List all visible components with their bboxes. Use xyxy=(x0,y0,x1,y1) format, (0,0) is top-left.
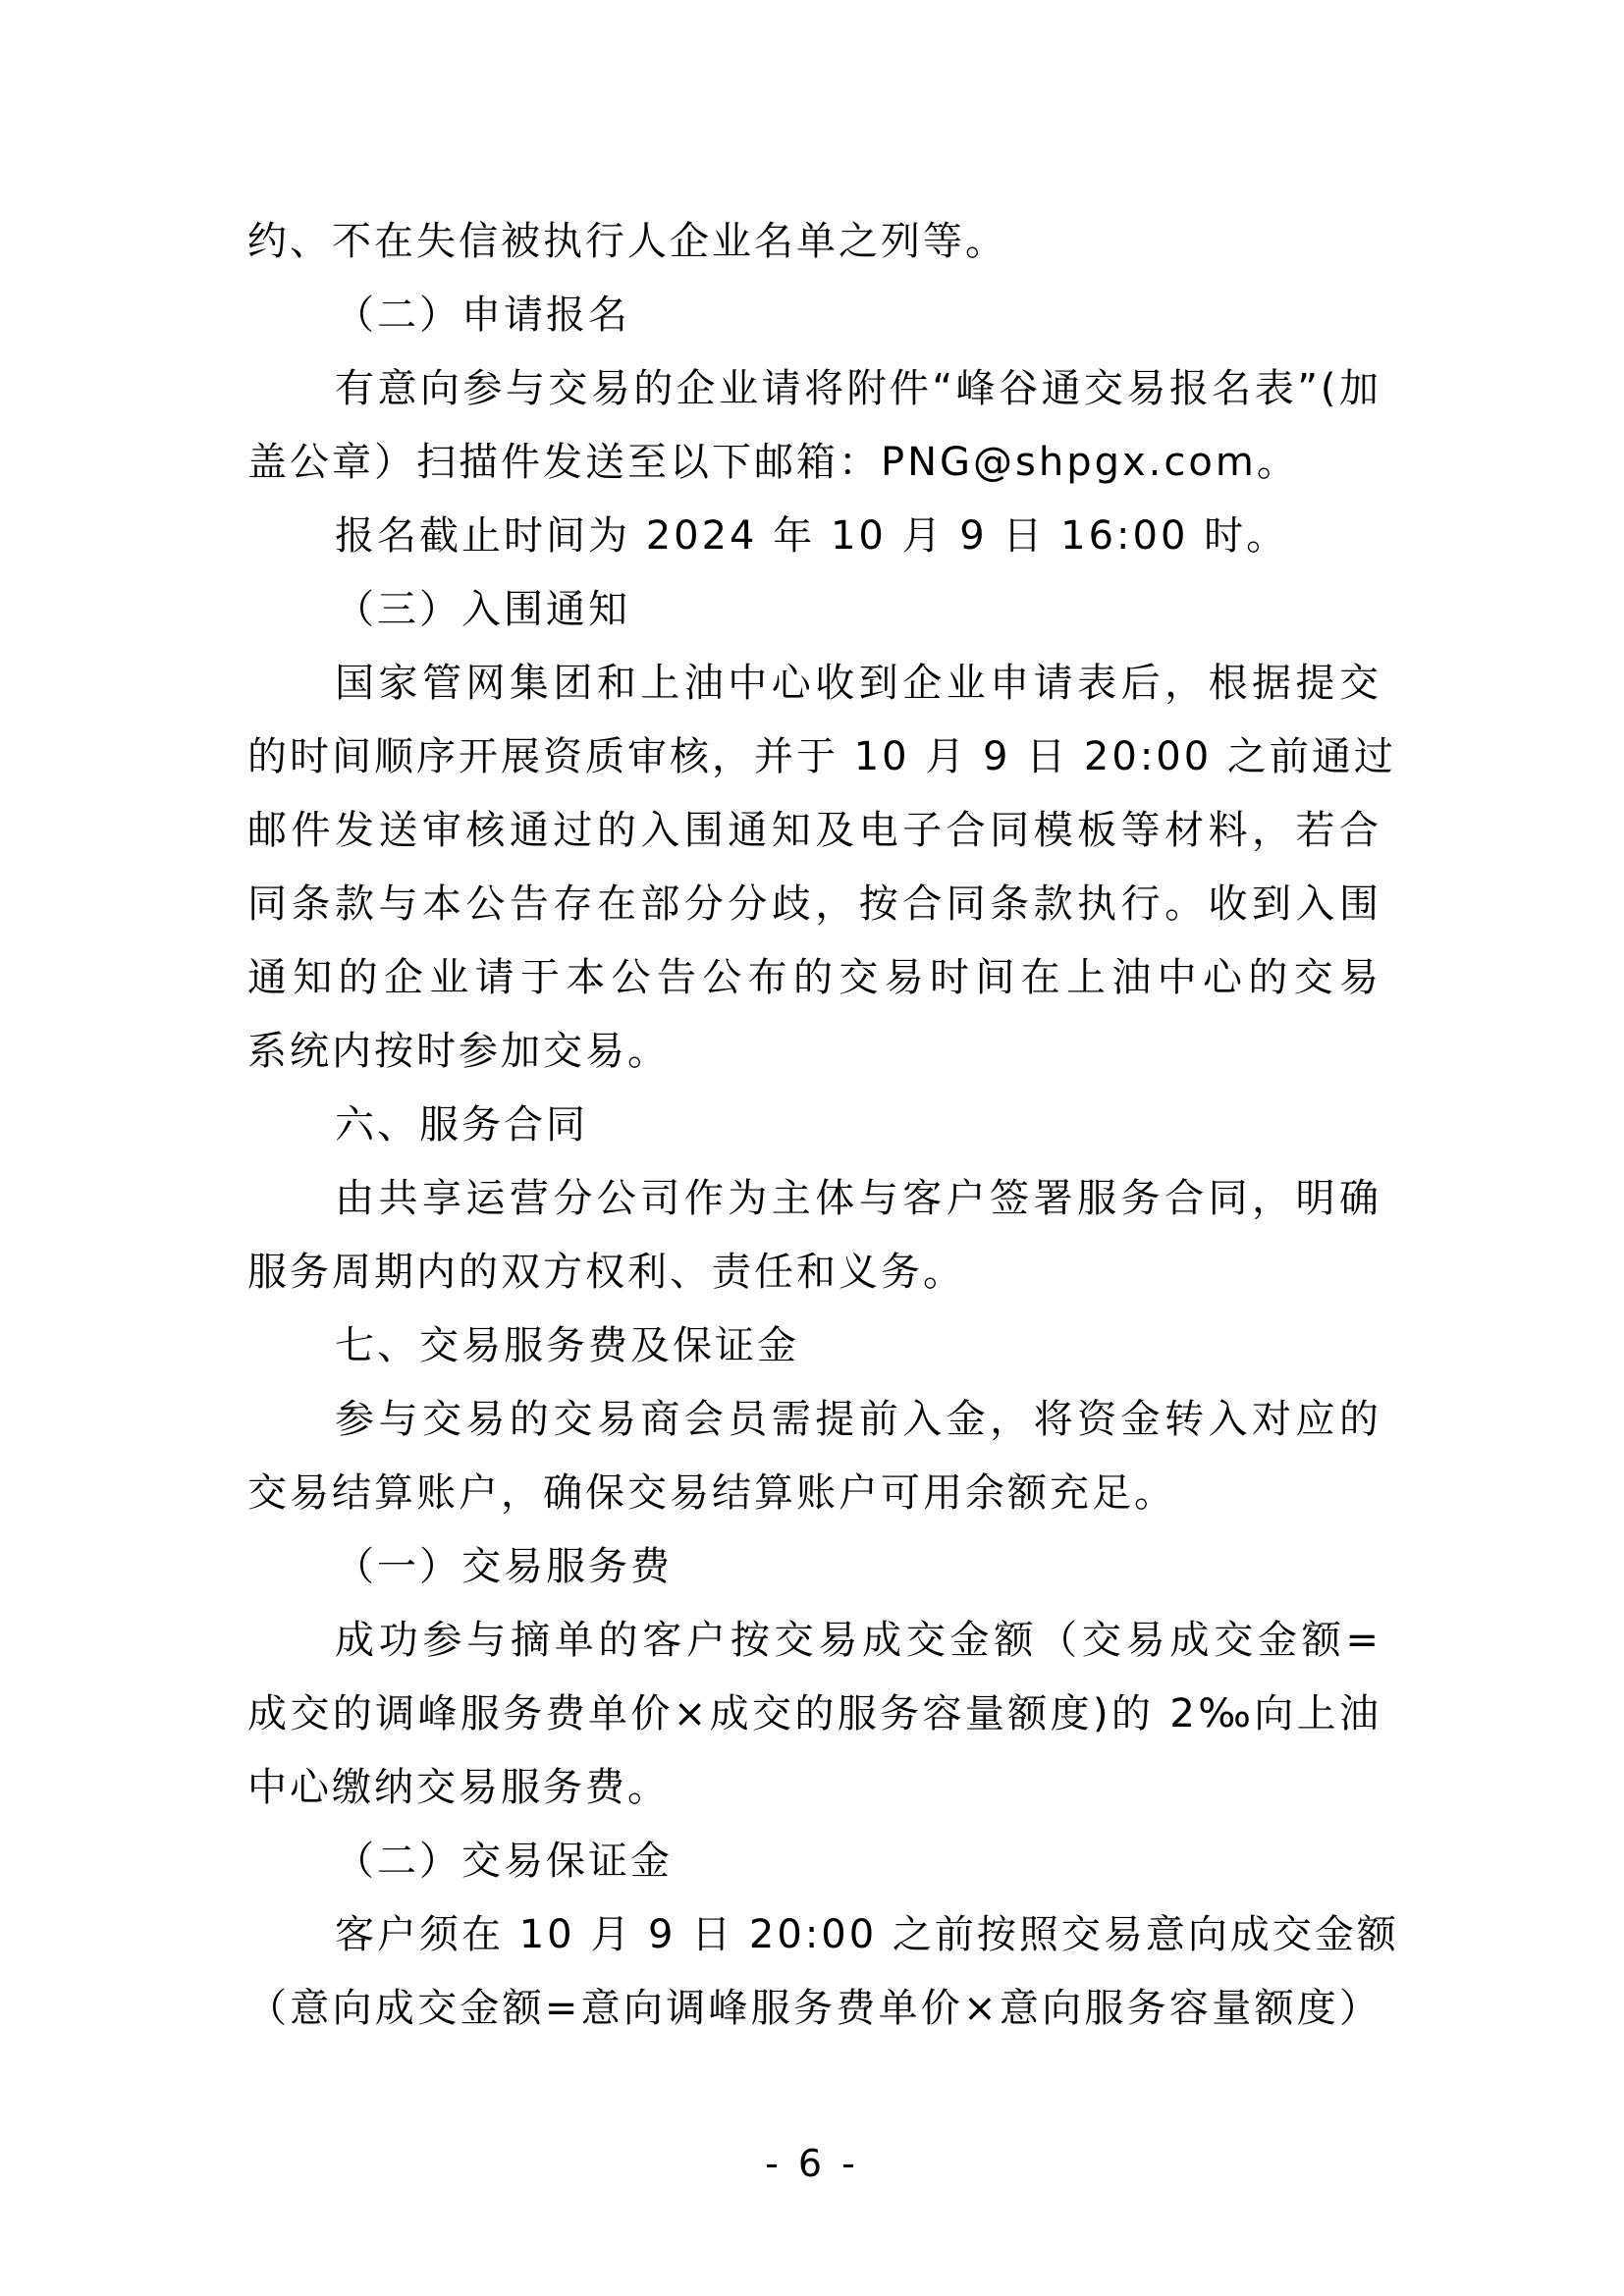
document-body xyxy=(247,209,1399,2050)
page-number: - 6 - xyxy=(765,2142,859,2185)
paragraph-line: 国家管网集团和上油中心收到企业申请表后，根据提交 xyxy=(335,661,1381,706)
paragraph-line: 报名截止时间为 2024 年 10 月 9 日 16:00 时。 xyxy=(335,513,1289,559)
paragraph-line: 系统内按时参加交易。 xyxy=(247,1029,670,1074)
section-heading: 六、服务合同 xyxy=(335,1102,588,1148)
paragraph-line: （意向成交金额=意向调峰服务费单价×意向服务容量额度） xyxy=(247,1986,1381,2031)
paragraph-line: 服务周期内的双方权利、责任和义务。 xyxy=(247,1250,965,1295)
paragraph-line: 邮件发送审核通过的入围通知及电子合同模板等材料，若合 xyxy=(247,808,1381,853)
paragraph-line: 中心缴纳交易服务费。 xyxy=(247,1765,670,1810)
section-heading: （二）交易保证金 xyxy=(335,1839,673,1884)
section-heading: （一）交易服务费 xyxy=(335,1544,673,1589)
paragraph-line: 同条款与本公告存在部分分歧，按合同条款执行。收到入围 xyxy=(247,881,1381,927)
paragraph-line: 由共享运营分公司作为主体与客户签署服务合同，明确 xyxy=(335,1176,1381,1221)
section-heading: （三）入围通知 xyxy=(335,587,630,632)
paragraph-line: 成功参与摘单的客户按交易成交金额（交易成交金额= xyxy=(335,1618,1381,1663)
paragraph-line: 有意向参与交易的企业请将附件“峰谷通交易报名表”(加 xyxy=(335,366,1381,411)
text-line: 约、不在失信被执行人企业名单之列等。 xyxy=(247,219,1007,264)
paragraph-line: 通知的企业请于本公告公布的交易时间在上油中心的交易 xyxy=(247,955,1381,1000)
paragraph-line: 参与交易的交易商会员需提前入金，将资金转入对应的 xyxy=(335,1397,1381,1442)
paragraph-line: 成交的调峰服务费单价×成交的服务容量额度)的 2‰向上油 xyxy=(247,1691,1381,1736)
section-heading: 七、交易服务费及保证金 xyxy=(335,1323,799,1368)
paragraph-line: 盖公章）扫描件发送至以下邮箱：PNG@shpgx.com。 xyxy=(247,440,1299,485)
section-heading: （二）申请报名 xyxy=(335,293,630,338)
paragraph-line: 交易结算账户，确保交易结算账户可用余额充足。 xyxy=(247,1470,1176,1516)
paragraph-line: 的时间顺序开展资质审核，并于 10 月 9 日 20:00 之前通过 xyxy=(247,734,1396,779)
paragraph-line: 客户须在 10 月 9 日 20:00 之前按照交易意向成交金额 xyxy=(335,1912,1399,1957)
